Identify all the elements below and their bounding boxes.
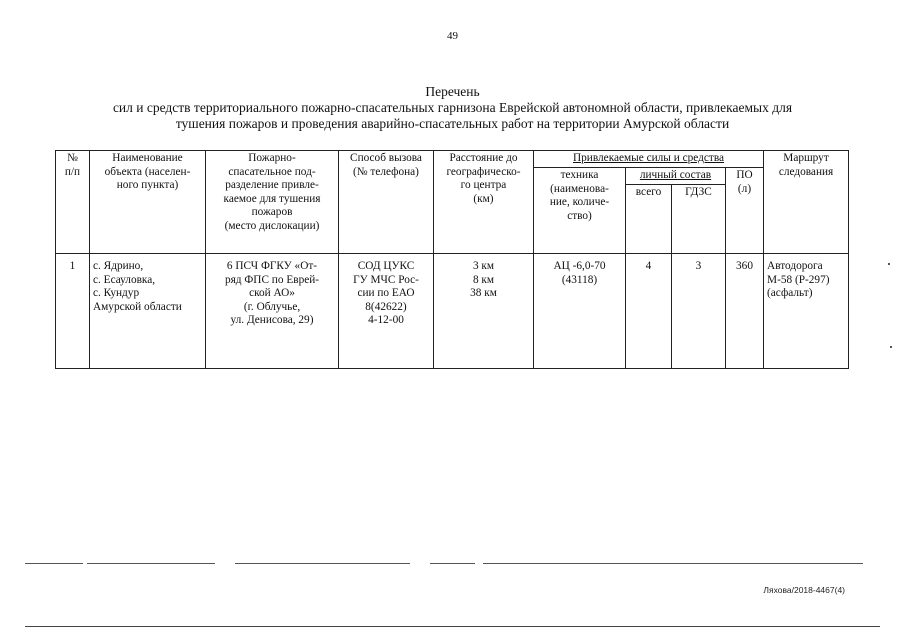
cell-line: техника [560, 169, 599, 181]
cell-line: ул. Денисова, 29) [230, 314, 314, 326]
signature-line-segment [235, 563, 410, 564]
cell-equipment [534, 254, 626, 369]
document-code: Ляхова/2018-4467(4) [763, 585, 845, 595]
cell-line: Амурской области [93, 300, 182, 313]
scan-speck [888, 263, 890, 265]
cell-line: 8(42622) [365, 300, 407, 313]
cell-line: (наименова- [550, 182, 609, 195]
header-row-1 [56, 151, 849, 168]
header-unit [206, 151, 339, 254]
cell-line: го центра [460, 179, 507, 191]
cell-personnel-gdzs: 3 [672, 254, 726, 369]
header-object [90, 151, 206, 254]
cell-line: (км) [473, 192, 494, 205]
cell-po: 360 [726, 254, 764, 369]
cell-line: географическо- [446, 165, 521, 178]
header-forces-group: Привлекаемые силы и средства [534, 151, 764, 168]
title-line-1: Перечень [425, 84, 480, 99]
cell-line: ного пункта) [116, 179, 179, 191]
cell-line: 8 км [472, 273, 495, 286]
cell-line: СОД ЦУКС [357, 260, 415, 272]
cell-line: ГУ МЧС Рос- [353, 273, 419, 286]
title-line-3: тушения пожаров и проведения аварийно-спасательных работ на территории Амурской области [175, 116, 730, 131]
cell-line: 6 ПСЧ ФГКУ «От- [226, 260, 318, 272]
header-num [56, 151, 90, 254]
cell-line: с. Есауловка, [93, 273, 156, 286]
cell-route [764, 254, 849, 369]
header-personnel-gdzs: ГДЗС [672, 185, 726, 254]
header-po [726, 168, 764, 254]
cell-line: (43118) [561, 273, 598, 286]
bottom-rule [25, 626, 880, 627]
forces-table [55, 150, 849, 369]
cell-line: пожаров [251, 206, 293, 218]
cell-unit [206, 254, 339, 369]
cell-line: ние, количе- [549, 196, 610, 208]
document-title [40, 84, 865, 132]
title-line-2: сил и средств территориального пожарно-спасательных гарнизона Еврейской автономной области, привлекаемых для [112, 100, 793, 115]
cell-line: следования [778, 165, 834, 178]
cell-line: (№ телефона) [353, 165, 419, 178]
header-distance [434, 151, 534, 254]
cell-line: с. Ядрино, [93, 260, 144, 272]
cell-line: ство) [567, 209, 592, 222]
cell-line: 38 км [470, 287, 497, 299]
header-call [339, 151, 434, 254]
cell-line: Автодорога [767, 260, 823, 272]
cell-line: Расстояние до [449, 152, 518, 164]
cell-line: с. Кундур [93, 287, 140, 299]
signature-line-segment [25, 563, 83, 564]
signature-line-segment [430, 563, 475, 564]
cell-line: (место дислокации) [224, 219, 320, 232]
cell-line: АЦ -6,0-70 [553, 260, 606, 272]
table-row [56, 254, 849, 369]
signature-line-segment [87, 563, 215, 564]
cell-line: (асфальт) [767, 287, 813, 299]
header-equipment [534, 168, 626, 254]
cell-line: разделение привле- [225, 179, 319, 191]
page-number: 49 [447, 30, 458, 42]
header-personnel-group: личный состав [626, 168, 726, 185]
cell-line: 3 км [472, 260, 495, 272]
cell-line: ПО [736, 169, 753, 181]
signature-line-segment [483, 563, 863, 564]
cell-line: Маршрут [783, 152, 829, 164]
cell-line: сии по ЕАО [357, 287, 415, 299]
cell-line: каемое для тушения [223, 192, 321, 205]
cell-personnel-total: 4 [626, 254, 672, 369]
scan-speck [890, 346, 892, 348]
cell-object [90, 254, 206, 369]
cell-line: (л) [737, 182, 752, 195]
cell-line: (г. Облучье, [243, 300, 301, 313]
cell-line: Наименование [112, 152, 183, 164]
cell-line: объекта (населен- [104, 165, 191, 178]
cell-line: 4-12-00 [368, 314, 404, 326]
cell-distance [434, 254, 534, 369]
cell-num: 1 [56, 254, 90, 369]
cell-line: спасательное под- [228, 165, 316, 178]
header-route [764, 151, 849, 254]
cell-line: ской АО» [249, 287, 295, 299]
cell-call [339, 254, 434, 369]
cell-line: Способ вызова [350, 152, 422, 164]
header-personnel-total: всего [626, 185, 672, 254]
cell-line: п/п [64, 165, 81, 178]
cell-line: М-58 (Р-297) [767, 273, 830, 286]
cell-line: Пожарно- [248, 152, 296, 164]
cell-line: № [67, 152, 78, 164]
cell-line: ряд ФПС по Еврей- [224, 273, 320, 286]
